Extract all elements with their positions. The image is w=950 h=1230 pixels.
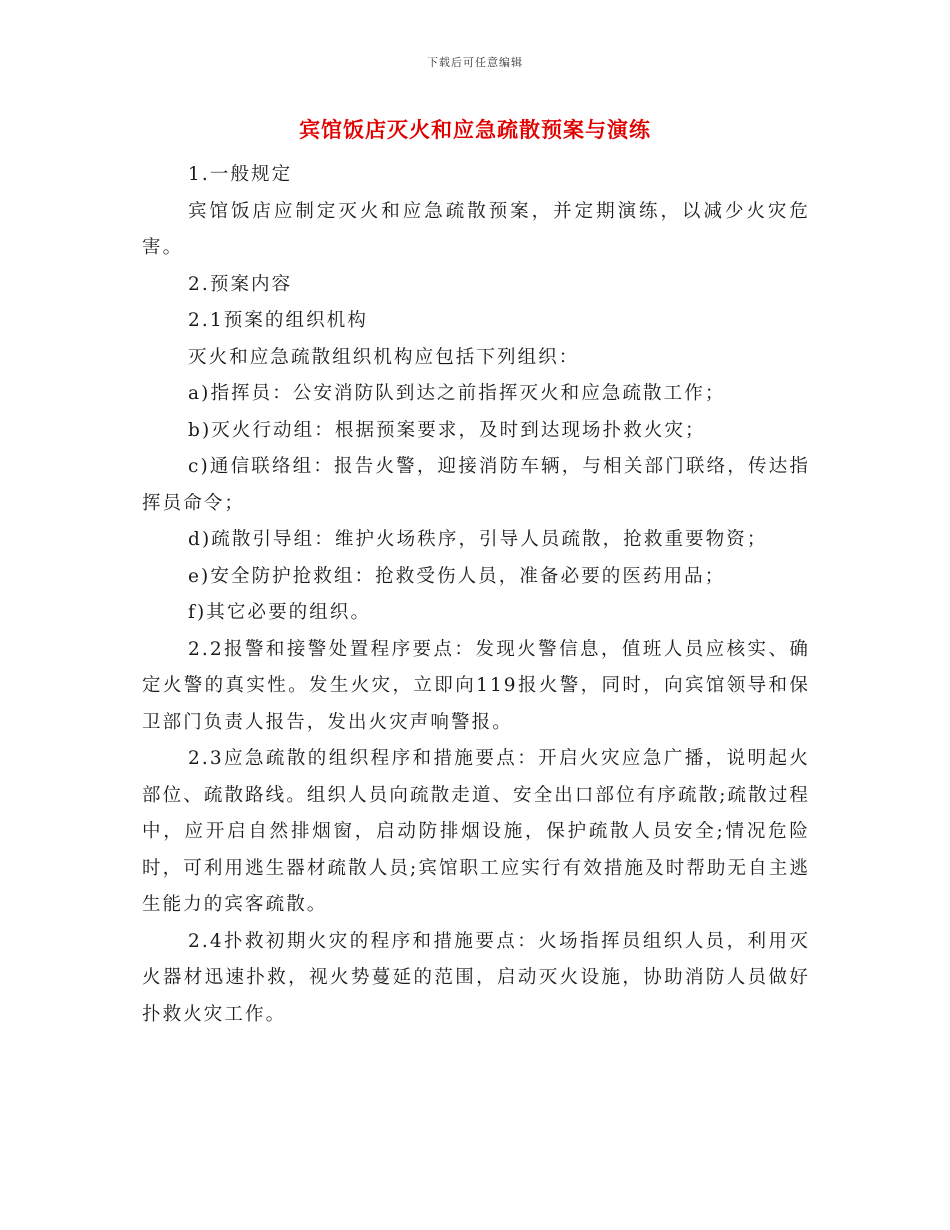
paragraph-section-1-heading: 1.一般规定 [188,164,293,185]
list-item-d: d)疏散引导组：维护火场秩序，引导人员疏散，抢救重要物资； [188,529,768,550]
paragraph-section-2-4: 2.4扑救初期火灾的程序和措施要点：火场指挥员组织人员，利用灭火器材迅速扑救，视火势蔓延的范围，启动灭火设施，协助消防人员做好扑救火灾工作。 [142,930,810,1025]
list-item-e: e)安全防护抢救组：抢救受伤人员，准备必要的医药用品； [188,565,726,587]
page-header-note: 下载后可任意编辑 [427,56,523,69]
paragraph-section-2-1-heading: 2.1预案的组织机构 [188,310,368,331]
list-item-b: b)灭火行动组：根据预案要求，及时到达现场扑救火灾； [188,419,706,441]
document-body [142,157,810,1033]
list-item-c: c)通信联络组：报告火警，迎接消防车辆，与相关部门联络，传达指挥员命令； [142,456,810,514]
list-item-a: a)指挥员：公安消防队到达之前指挥灭火和应急疏散工作； [188,383,726,404]
paragraph-general-rule: 宾馆饭店应制定灭火和应急疏散预案，并定期演练，以减少火灾危害。 [142,200,810,258]
document-title: 宾馆饭店灭火和应急疏散预案与演练 [299,117,651,142]
paragraph-section-2-heading: 2.预案内容 [188,273,293,295]
paragraph-organization-intro: 灭火和应急疏散组织机构应包括下列组织： [188,346,580,368]
list-item-f: f)其它必要的组织。 [188,602,372,623]
paragraph-section-2-3: 2.3应急疏散的组织程序和措施要点：开启火灾应急广播，说明起火部位、疏散路线。组织人员向疏散走道、安全出口部位有序疏散;疏散过程中，应开启自然排烟窗，启动防排烟设施，保护疏散人员安全;情况危险时，可利用逃生器材疏散人员;宾馆职工应实行有效措施及时帮助无自主逃生能力的宾客疏散。 [142,748,810,915]
paragraph-section-2-2: 2.2报警和接警处置程序要点：发现火警信息，值班人员应核实、确定火警的真实性。发生火灾，立即向119报火警，同时，向宾馆领导和保卫部门负责人报告，发出火灾声响警报。 [142,638,810,733]
